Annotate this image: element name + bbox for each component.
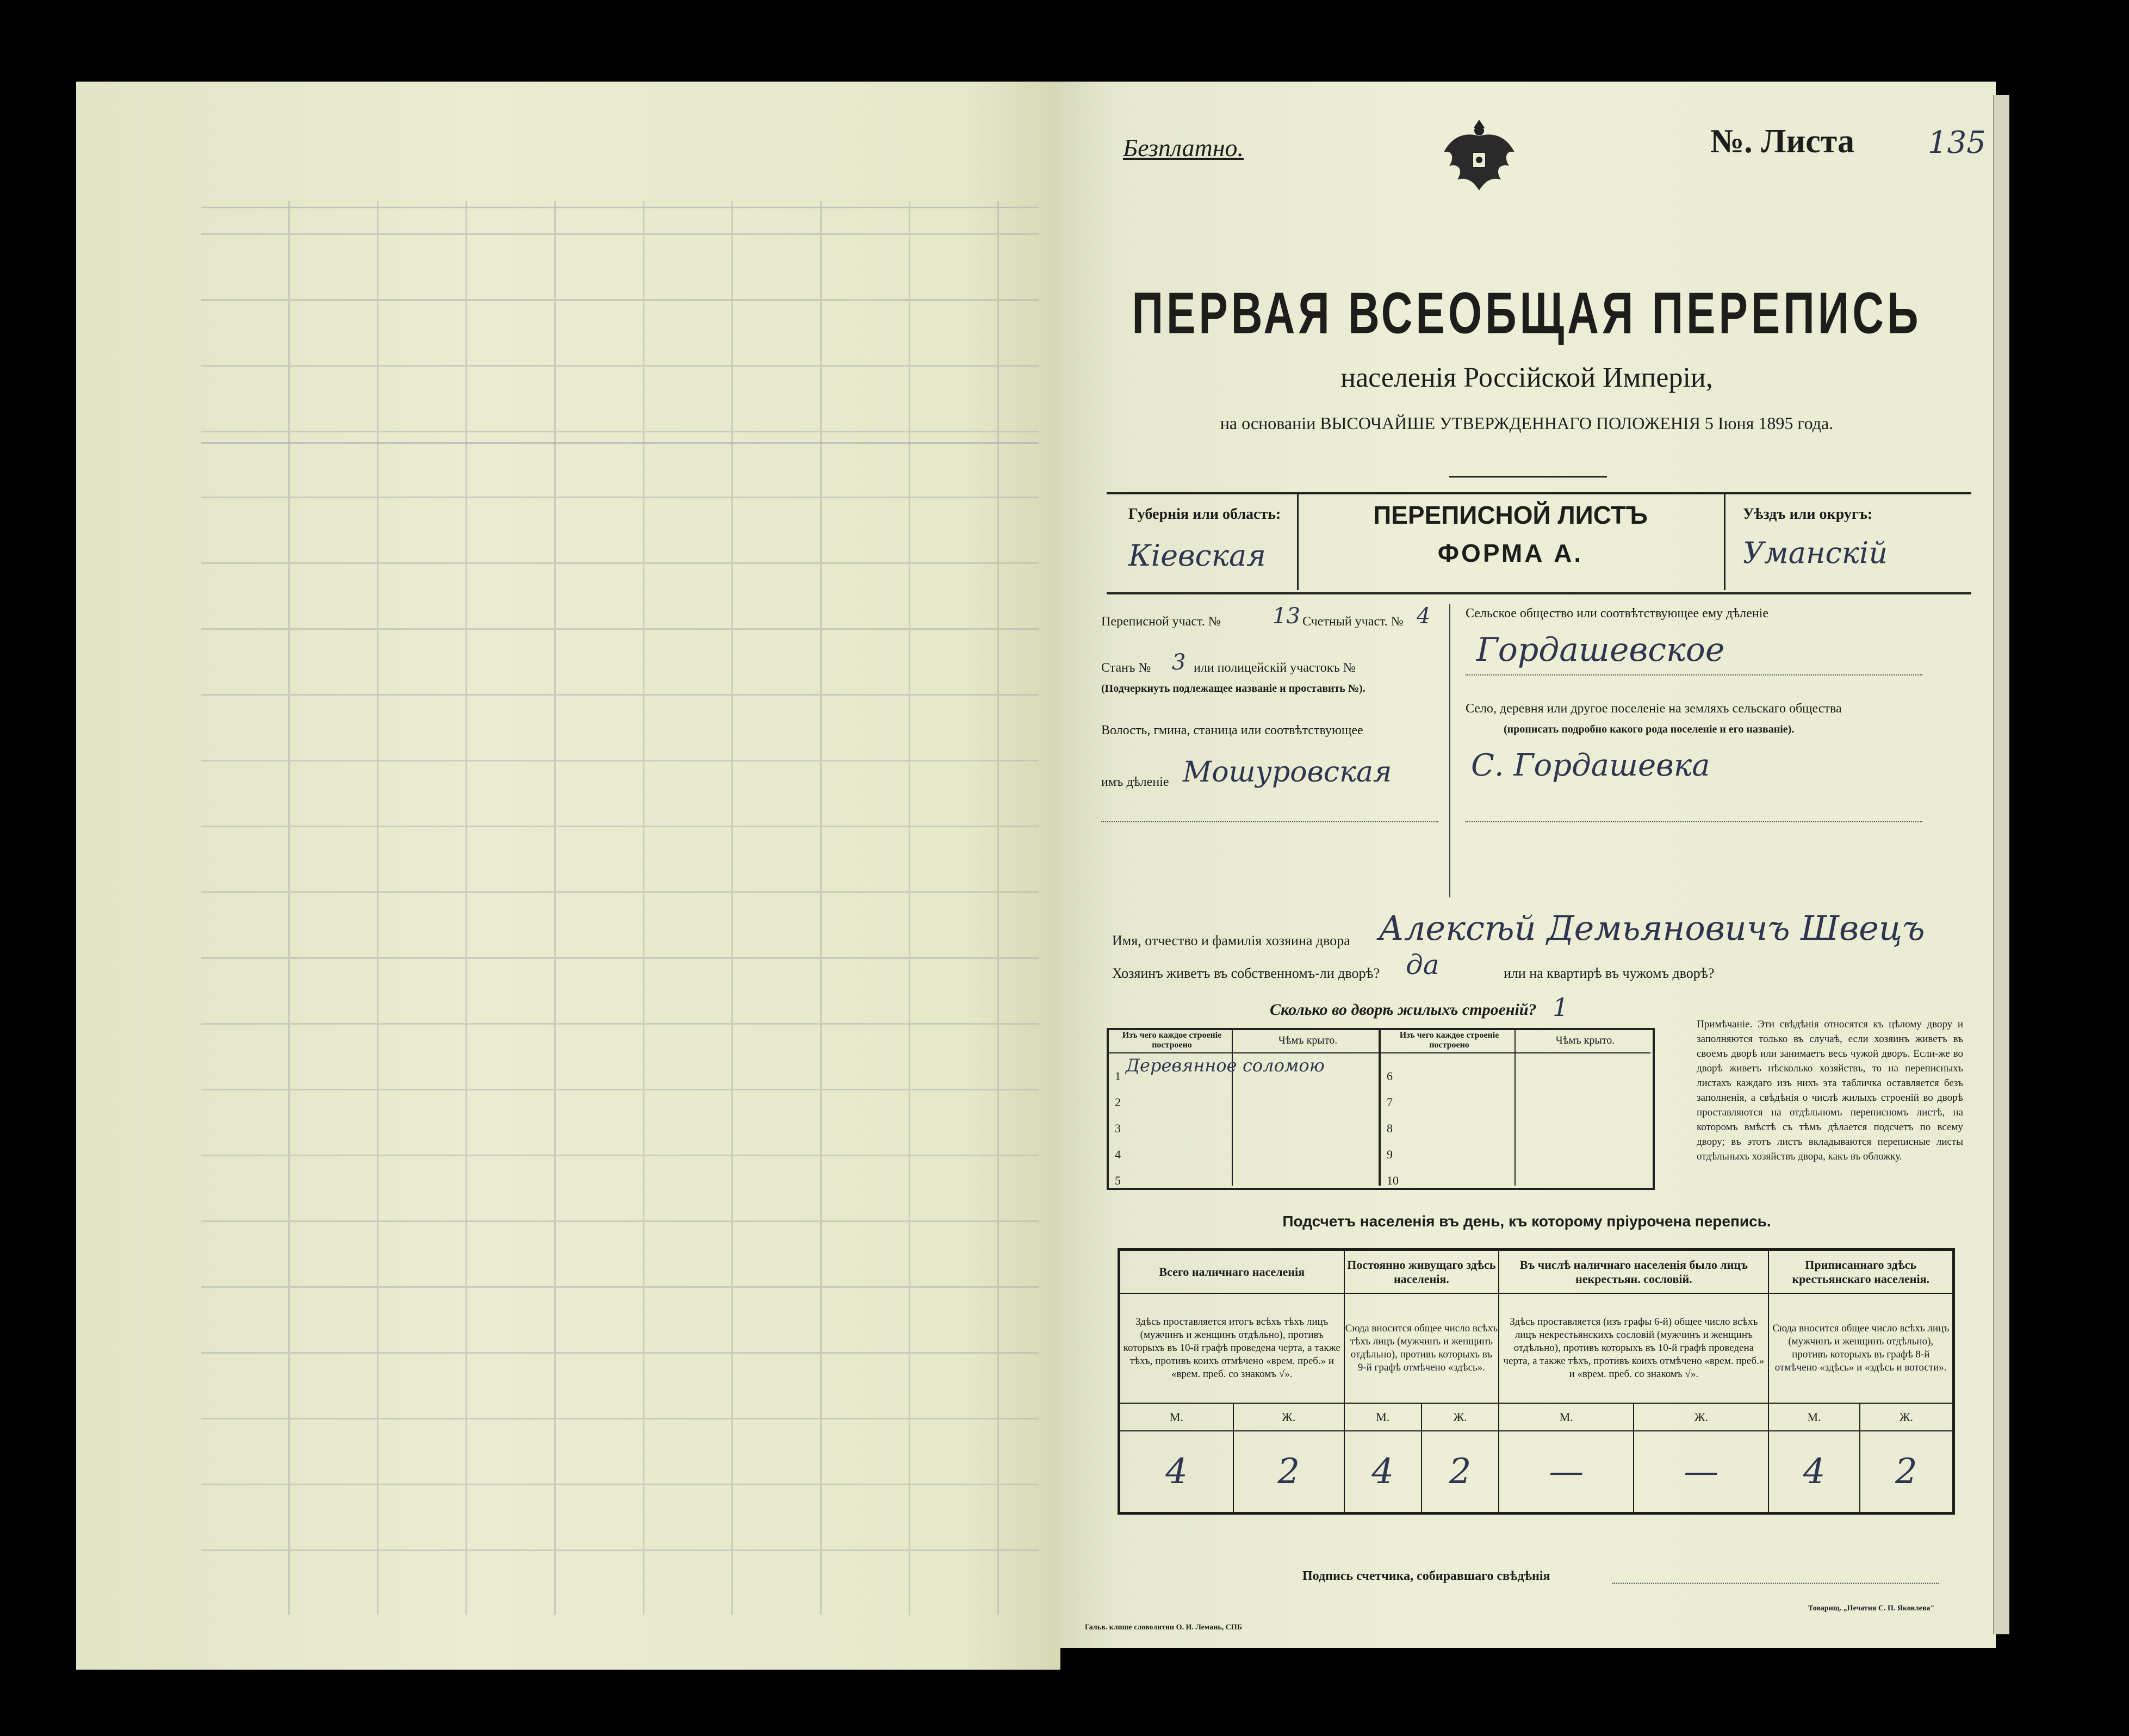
signature-label: Подпись счетчика, собиравшаго свѣдѣнія <box>1302 1569 1550 1583</box>
material-header-left: Изъ чего каждое строеніе построено <box>1122 1031 1222 1050</box>
right-page <box>1058 82 1996 1648</box>
population-title: Подсчетъ населенія въ день, къ которому пріурочена перепись. <box>1282 1213 1771 1230</box>
m-header: М. <box>1768 1403 1859 1431</box>
census-title: ПЕРВАЯ ВСЕОБЩАЯ ПЕРЕПИСЬ <box>1132 280 1922 346</box>
m-header: М. <box>1119 1403 1233 1431</box>
province-value: Кіевская <box>1128 538 1266 573</box>
own-yard-value: да <box>1406 949 1439 981</box>
group-2-female: 2 <box>1422 1431 1499 1514</box>
own-yard-label: Хозяинъ живетъ въ собственномъ-ли дворѣ? <box>1112 965 1380 981</box>
society-label: Сельское общество или соотвѣтствующее ему дѣленіе <box>1466 606 1769 621</box>
group-1-desc: Здѣсь проставляется итогъ всѣхъ тѣхъ лицъ (мужчинъ и женщинъ отдѣльно), противъ которыхъ въ 10-й графѣ проведена черта, а также тѣхъ, противъ коихъ отмѣчено «врем. преб.» и «врем. преб. со знакомъ √». <box>1119 1293 1344 1403</box>
stan-suffix: или полицейскій участокъ № <box>1194 661 1356 675</box>
population-table <box>1118 1248 1955 1515</box>
village-label: Село, деревня или другое поселеніе на земляхъ сельскаго общества <box>1466 702 1842 716</box>
volost-label-2: имъ дѣленіе <box>1101 775 1169 789</box>
stan-label: Станъ № <box>1101 661 1151 675</box>
free-label: Безплатно. <box>1123 134 1244 162</box>
owner-label: Имя, отчество и фамилія хозяина двора <box>1112 933 1350 948</box>
volost-label: Волость, гмина, станица или соотвѣтствующее <box>1101 723 1363 737</box>
district-label: Уѣздъ или округъ: <box>1743 506 1873 523</box>
owner-value: Алексѣй Демьяновичъ Швецъ <box>1379 908 1925 948</box>
group-2-male: 4 <box>1344 1431 1422 1514</box>
rent-label: или на квартирѣ въ чужомъ дворѣ? <box>1504 965 1715 981</box>
row-numbers-right: 6 7 8 9 10 <box>1387 1069 1399 1187</box>
group-4-male: 4 <box>1768 1431 1859 1514</box>
district-value: Уманскій <box>1743 536 1888 570</box>
stan-note: (Подчеркнуть подлежащее названіе и проставить №). <box>1101 683 1365 695</box>
row1-roof: соломою <box>1243 1055 1325 1076</box>
note-text: Примѣчаніе. Эти свѣдѣнія относятся къ цѣлому двору и заполняются только въ случаѣ, если хозяинъ живетъ въ своемъ дворѣ или занимаетъ весь чужой дворъ. Если-же во дворѣ живетъ нѣсколько хозяйствъ, то на переписныхъ листахъ каждаго изъ нихъ эта табличка оставляется безъ заполненія, а свѣдѣнія о числѣ жилыхъ строеній во дворѣ проставляются на отдѣльномъ переписномъ листѣ, на которомъ вмѣстѣ съ тѣмъ дѣлается подсчетъ по всему двору; въ этотъ листъ вкладываются переписные листы отдѣльныхъ хозяйствъ двора, какъ въ обложку. <box>1697 1019 1963 1162</box>
census-basis: на основаніи ВЫСОЧАЙШЕ УТВЕРЖДЕННАГО ПОЛОЖЕНІЯ 5 Іюня 1895 года. <box>1220 413 1834 433</box>
census-district-value: 13 <box>1273 604 1300 629</box>
village-note: (прописать подробно какого рода поселеніе и его названіе). <box>1504 723 1795 735</box>
village-value: С. Гордашевка <box>1471 748 1710 783</box>
buildings-label: Сколько во дворѣ жилыхъ строеній? <box>1270 1001 1537 1019</box>
society-value: Гордашевское <box>1476 631 1725 669</box>
count-district-value: 4 <box>1417 604 1431 629</box>
printer-right: Товарищ. „Печатня С. П. Яковлева" <box>1808 1604 1935 1613</box>
f-header: Ж. <box>1233 1403 1344 1431</box>
coat-of-arms-icon <box>1438 114 1520 196</box>
group-4-desc: Сюда вносится общее число всѣхъ лицъ (мужчинъ и женщинъ отдѣльно), противъ которыхъ въ графѣ 8-й отмѣчено «здѣсь» и «здѣсь и вотости». <box>1768 1293 1953 1403</box>
ornament-divider <box>1449 476 1607 478</box>
form-title: ПЕРЕПИСНОЙ ЛИСТЪ <box>1373 501 1648 529</box>
f-header: Ж. <box>1634 1403 1768 1431</box>
group-2-head: Постоянно живущаго здѣсь населенія. <box>1344 1250 1499 1294</box>
row-numbers-left: 1 2 3 4 5 <box>1115 1069 1121 1187</box>
stacked-page-edges <box>1993 95 2009 1634</box>
group-1-head: Всего наличнаго населенія <box>1119 1250 1344 1294</box>
row1-material: Деревянное <box>1126 1055 1237 1076</box>
stan-value: 3 <box>1172 650 1186 675</box>
left-page <box>76 82 1060 1670</box>
group-3-head: Въ числѣ наличнаго населенія было лицъ некрестьян. сословій. <box>1499 1250 1768 1294</box>
group-1-male: 4 <box>1119 1431 1233 1514</box>
group-4-female: 2 <box>1860 1431 1954 1514</box>
material-header-right: Изъ чего каждое строеніе построено <box>1399 1031 1499 1050</box>
group-3-female: — <box>1634 1431 1768 1514</box>
group-2-desc: Сюда вносится общее число всѣхъ тѣхъ лицъ (мужчинъ и женщинъ отдѣльно), противъ которыхъ въ 9-й графѣ отмѣчено «здѣсь». <box>1344 1293 1499 1403</box>
printer-left: Гальв. клише словолитни О. И. Лемань, СПБ <box>1085 1623 1243 1632</box>
volost-value: Мошуровская <box>1183 756 1392 789</box>
f-header: Ж. <box>1422 1403 1499 1431</box>
count-district-label: Счетный участ. № <box>1302 615 1404 629</box>
f-header: Ж. <box>1860 1403 1954 1431</box>
roof-header-left: Чѣмъ крыто. <box>1278 1034 1338 1046</box>
province-label: Губернія или область: <box>1128 506 1281 523</box>
group-3-male: — <box>1499 1431 1634 1514</box>
buildings-value: 1 <box>1553 993 1569 1022</box>
faded-header-bleedthrough <box>201 207 1039 444</box>
group-4-head: Приписаннаго здѣсь крестьянскаго населенія. <box>1768 1250 1953 1294</box>
census-district-label: Переписной участ. № <box>1101 615 1221 629</box>
m-header: М. <box>1499 1403 1634 1431</box>
group-3-desc: Здѣсь проставляется (изъ графы 6-й) общее число всѣхъ лицъ некрестьянскихъ сословій (мужчинъ и женщинъ отдѣльно), противъ которыхъ въ 10-й графѣ проведена черта, а также тѣхъ, противъ коихъ отмѣчено «врем. преб.» и «врем. преб. со знакомъ √». <box>1499 1293 1768 1403</box>
roof-header-right: Чѣмъ крыто. <box>1555 1034 1615 1046</box>
sheet-number-handwritten: 135 <box>1928 125 1986 160</box>
census-subtitle: населенія Россійской Имперіи, <box>1340 362 1713 393</box>
m-header: М. <box>1344 1403 1422 1431</box>
group-1-female: 2 <box>1233 1431 1344 1514</box>
sheet-number-label: №. Листа <box>1710 123 1854 160</box>
form-type: ФОРМА А. <box>1437 539 1584 567</box>
